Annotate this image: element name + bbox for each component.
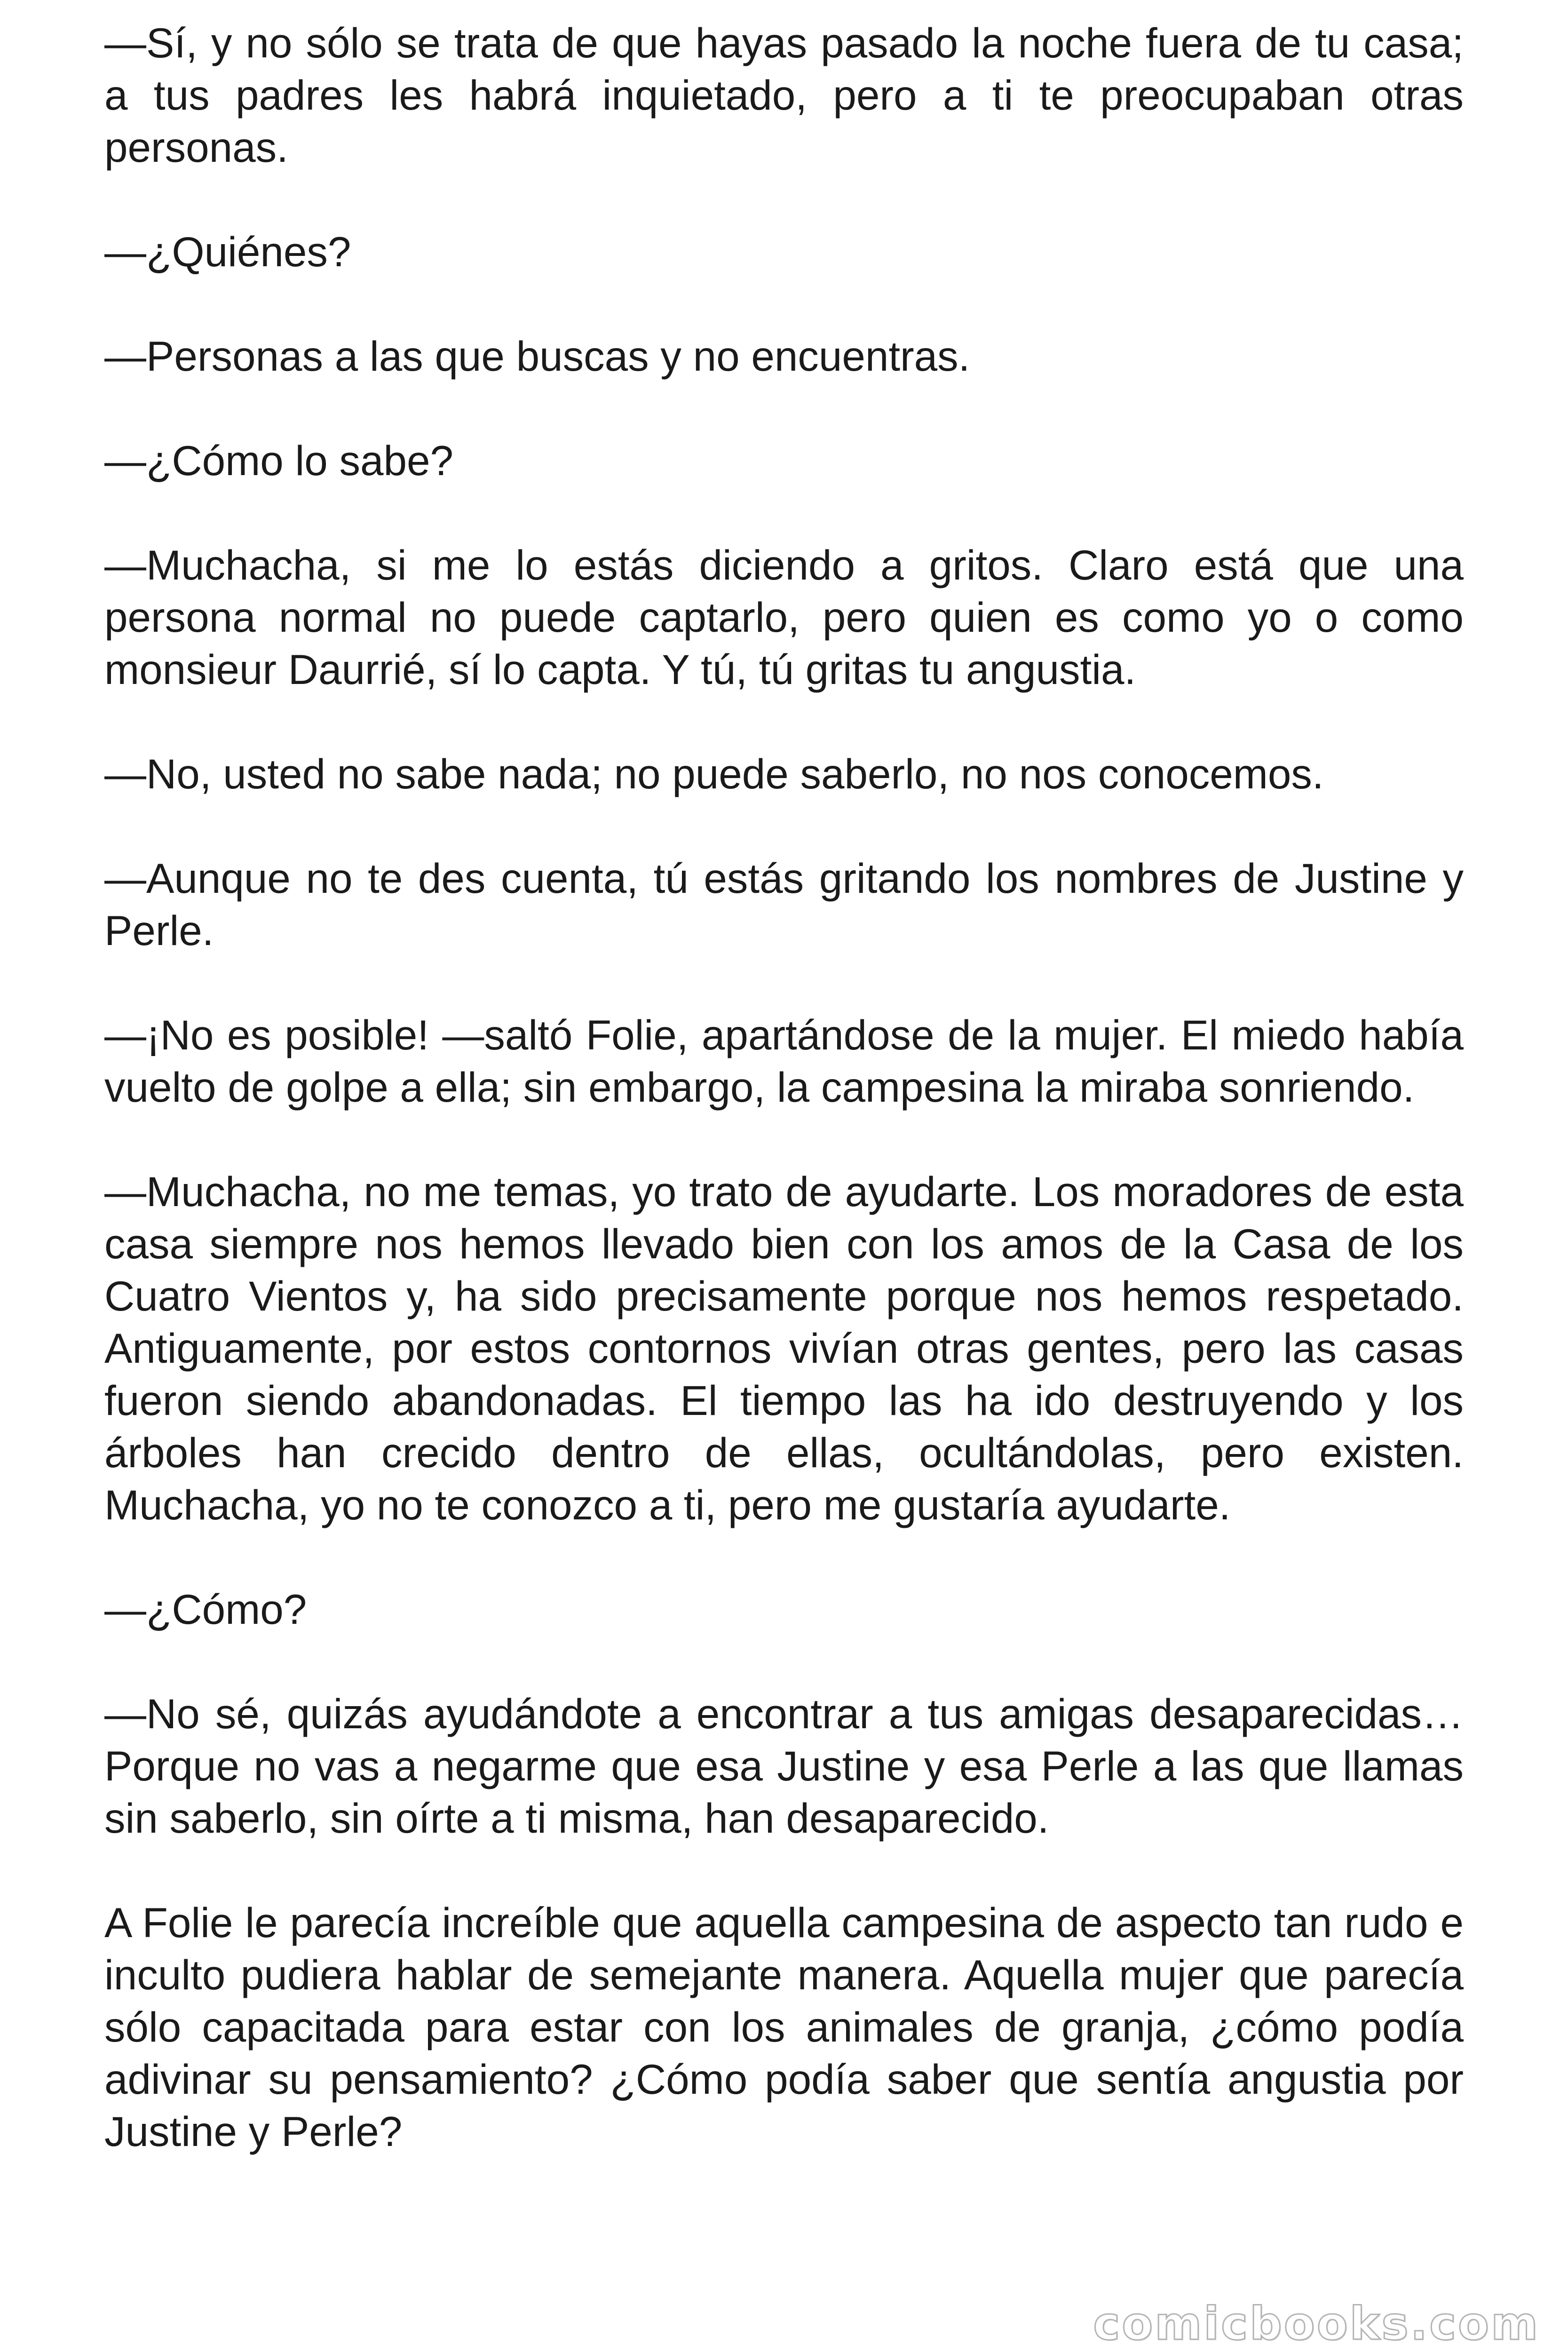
paragraph: —¿Cómo lo sabe? (104, 437, 453, 484)
paragraph: —Personas a las que buscas y no encuentras. (104, 333, 970, 380)
paragraph: —Aunque no te des cuenta, tú estás gritando los nombres de Justine y Perle. (104, 855, 1464, 954)
paragraph: —Muchacha, si me lo estás diciendo a gritos. Claro está que una persona normal no puede captarlo, pero quien es como yo o como monsieur Daurrié, sí lo capta. Y tú, tú gritas tu angustia. (104, 541, 1464, 693)
paragraph: A Folie le parecía increíble que aquella campesina de aspecto tan rudo e inculto pudiera hablar de semejante manera. Aquella mujer que parecía sólo capacitada para estar con los animales de granja, ¿cómo podía adivinar su pensamiento? ¿Cómo podía saber que sentía angustia por Justine y Perle? (104, 1899, 1464, 2155)
watermark-logo: comicbooks.com (1093, 2297, 1540, 2350)
paragraph: —No, usted no sabe nada; no puede saberlo, no nos conocemos. (104, 750, 1324, 797)
paragraph: —¡No es posible! —saltó Folie, apartándose de la mujer. El miedo había vuelto de golpe a ella; sin embargo, la campesina la miraba sonriendo. (104, 1011, 1464, 1111)
paragraph: —¿Cómo? (104, 1586, 307, 1633)
paragraph: —Sí, y no sólo se trata de que hayas pasado la noche fuera de tu casa; a tus padres les habrá inquietado, pero a ti te preocupaban otras personas. (104, 19, 1464, 171)
paragraph: —¿Quiénes? (104, 228, 351, 275)
paragraph: —Muchacha, no me temas, yo trato de ayudarte. Los moradores de esta casa siempre nos hemos llevado bien con los amos de la Casa de los Cuatro Vientos y, ha sido precisamente porque nos hemos respetado. Antiguamente, por estos contornos vivían otras gentes, pero las casas fueron siendo abandonadas. El tiempo las ha ido destruyendo y los árboles han crecido dentro de ellas, ocultándolas, pero existen. Muchacha, yo no te conozco a ti, pero me gustaría ayudarte. (104, 1168, 1464, 1528)
document-page (104, 17, 1464, 2210)
paragraph: —No sé, quizás ayudándote a encontrar a tus amigas desaparecidas… Porque no vas a negarme que esa Justine y esa Perle a las que llamas sin saberlo, sin oírte a ti misma, han desaparecido. (104, 1690, 1464, 1842)
